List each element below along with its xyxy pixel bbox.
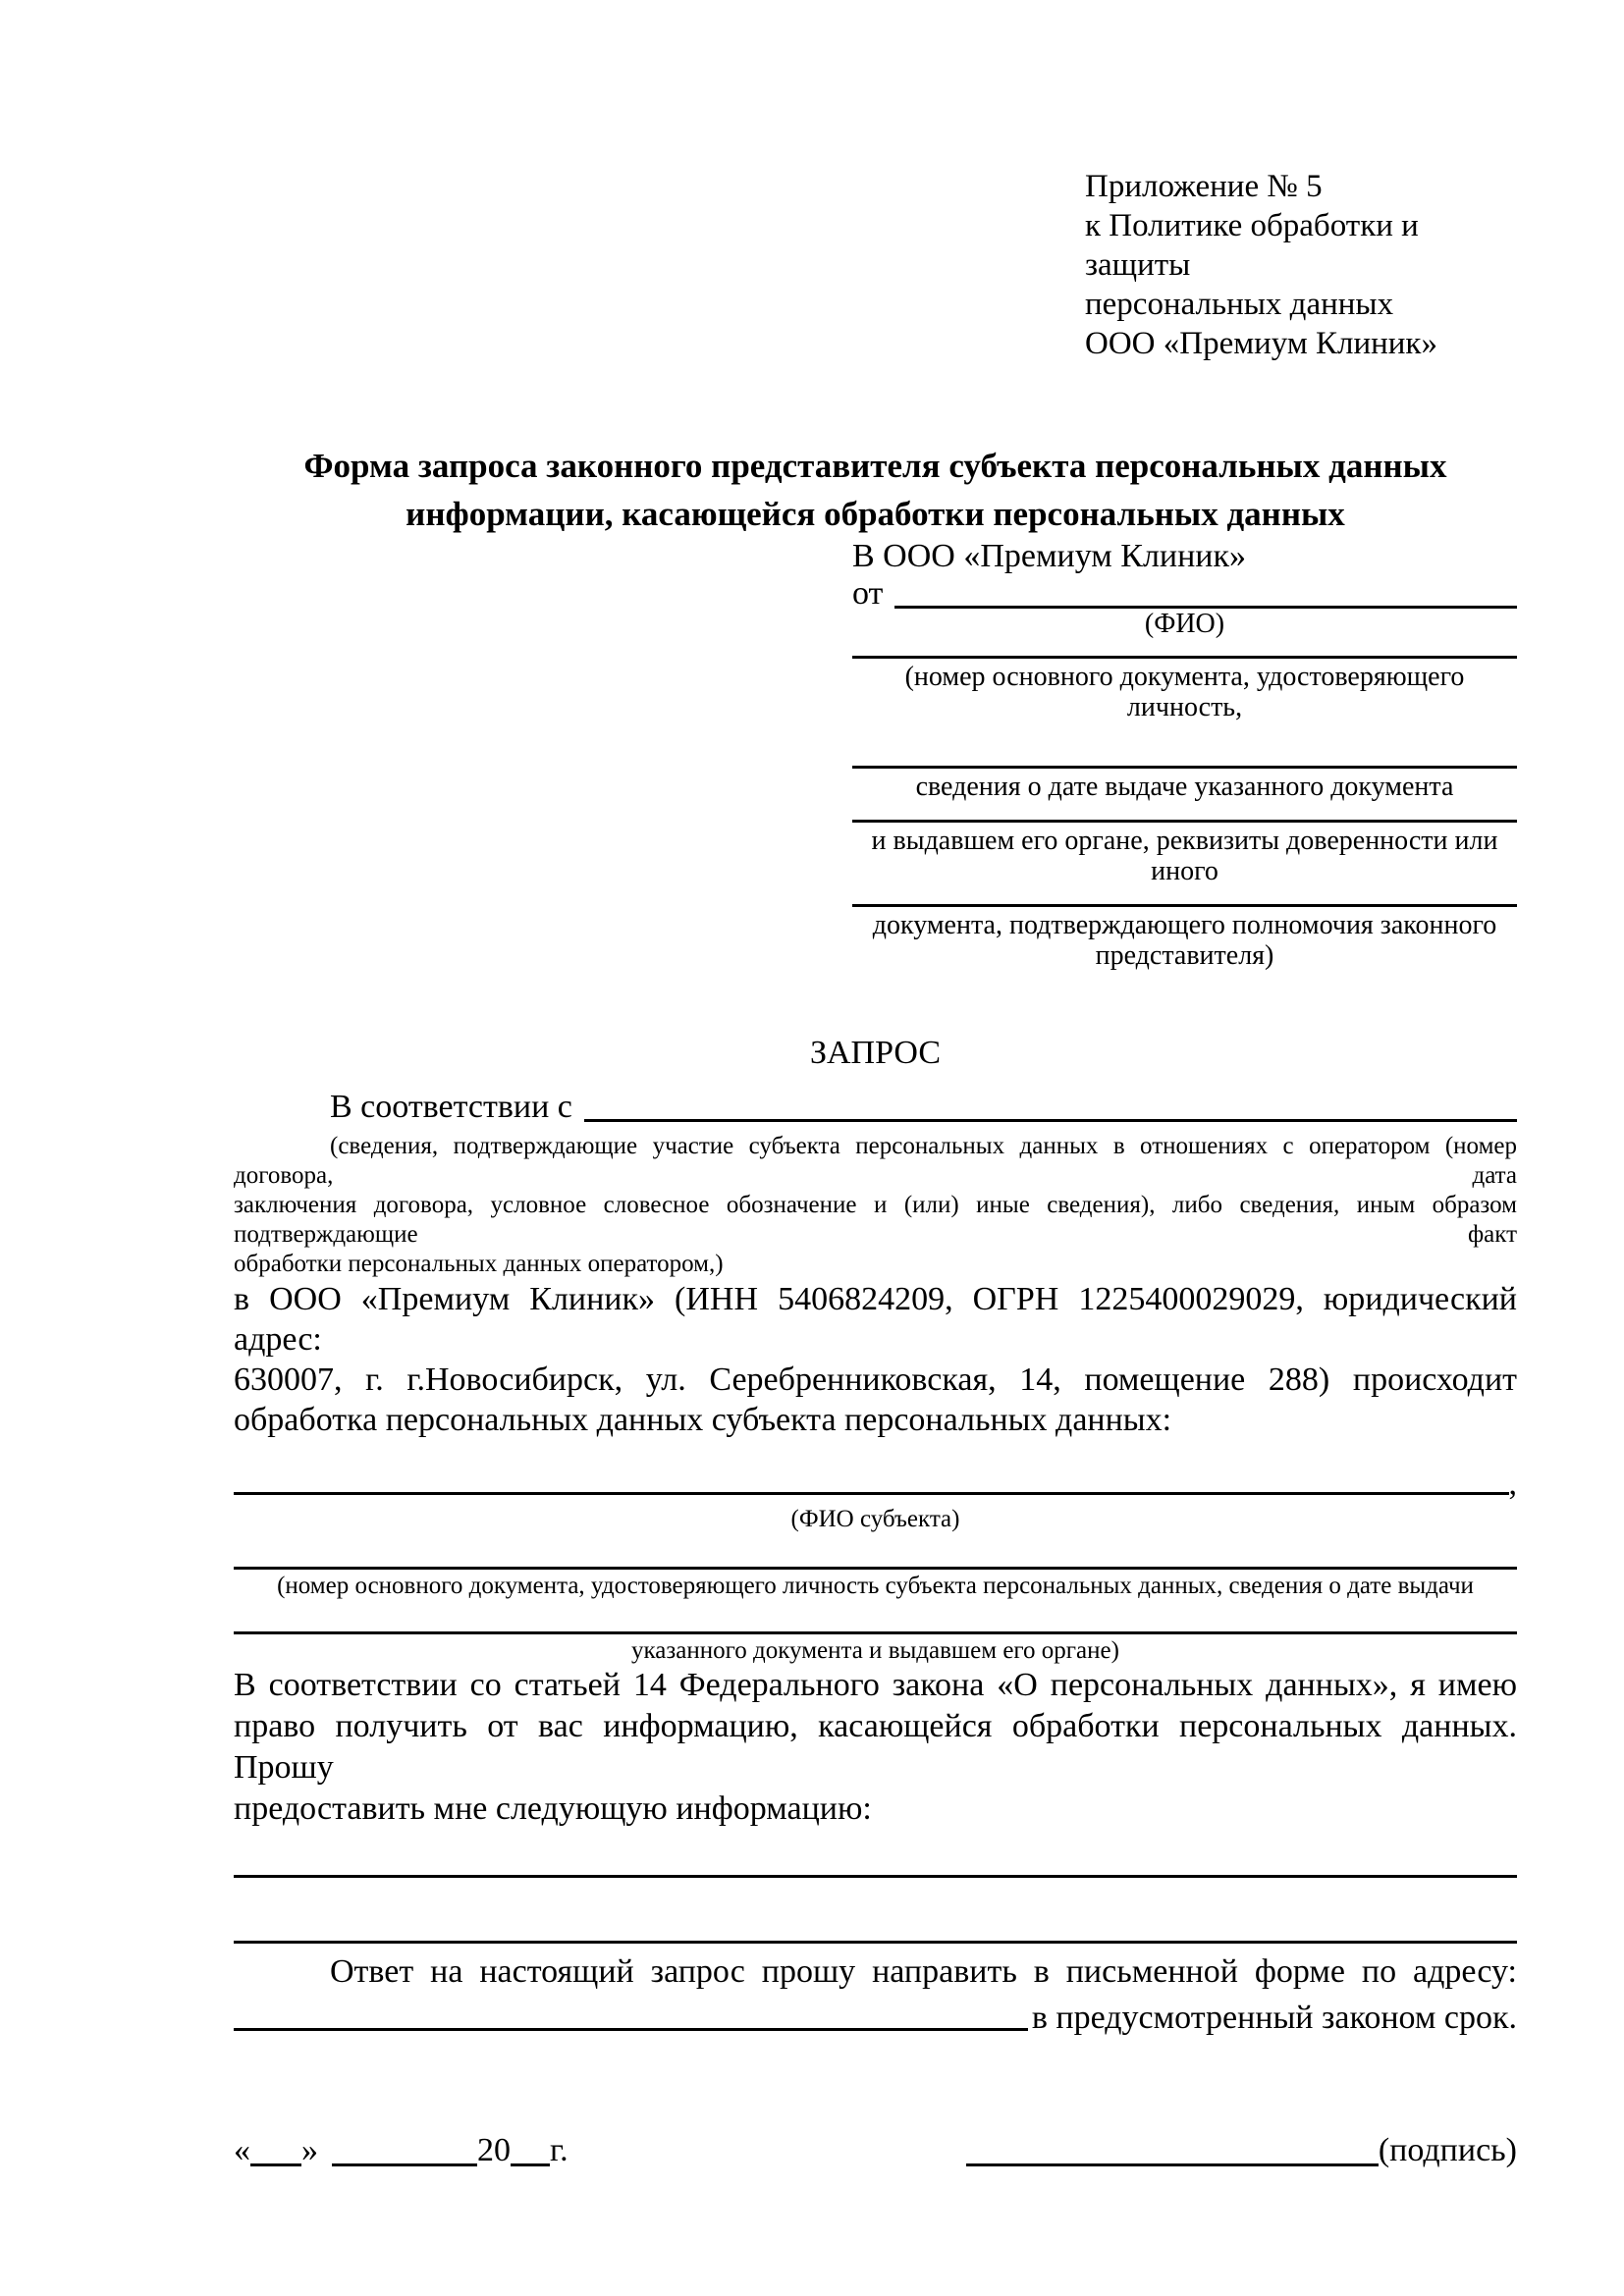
- signature-blank-line: [966, 2138, 1379, 2166]
- subject-doc-caption: (номер основного документа, удостоверяющего личность субъекта персональных данных, сведения о дате выдачи: [277, 1573, 1474, 1599]
- operator-line: 630007, г. г.Новосибирск, ул. Серебренниковская, 14, помещение 288) происходит: [234, 1362, 1517, 1398]
- appendix-line: ООО «Премиум Клиник»: [1085, 326, 1437, 361]
- operator-line: обработка персональных данных субъекта персональных данных:: [234, 1402, 1172, 1438]
- law-line: предоставить мне следующую информацию:: [234, 1790, 872, 1827]
- from-label: от: [852, 575, 884, 612]
- accordance-row: [234, 1085, 1517, 1126]
- note-text: [234, 1132, 1517, 1279]
- month-blank-line: [332, 2138, 477, 2166]
- doc-blank-line: [852, 656, 1517, 659]
- document-field-group: [852, 656, 1517, 722]
- fio-caption: (ФИО): [1144, 609, 1225, 639]
- year-prefix: 20: [477, 2132, 511, 2168]
- subject-doc-caption: указанного документа и выдавшем его органе): [631, 1637, 1119, 1664]
- signature-caption: (подпись): [1378, 2132, 1517, 2168]
- date-line: [234, 2131, 568, 2170]
- doc-blank-line: [852, 820, 1517, 823]
- day-blank-line: [250, 2138, 301, 2166]
- accordance-label: В соответствии с: [330, 1089, 572, 1125]
- year-suffix: г.: [550, 2132, 568, 2168]
- field-caption: документа, подтверждающего полномочия законного представителя): [872, 910, 1497, 971]
- note-line: заключения договора, условное словесное обозначение и (или) иные сведения), либо сведения, иным образом подтверждающие факт: [234, 1192, 1517, 1248]
- subject-comma: ,: [1508, 1466, 1517, 1502]
- request-heading: ЗАПРОС: [809, 1035, 942, 1071]
- subject-fio-caption: (ФИО субъекта): [790, 1506, 960, 1532]
- doc-blank-line: [852, 766, 1517, 769]
- field-caption: сведения о дате выдаче указанного документа: [915, 772, 1454, 802]
- law-paragraph: [234, 1665, 1517, 1830]
- appendix-line: персональных данных: [1085, 287, 1394, 322]
- answer-blank-line: [234, 1875, 1517, 1878]
- form-title-line: информации, касающейся обработки персональных данных: [406, 495, 1345, 533]
- quote-close: »: [301, 2132, 318, 2168]
- form-title-line: Форма запроса законного представителя субъекта персональных данных: [303, 447, 1447, 485]
- appendix-line: Приложение № 5: [1085, 169, 1323, 204]
- year-blank-line: [511, 2138, 550, 2166]
- appendix-block: [1085, 167, 1517, 363]
- document-field-group: [852, 766, 1517, 802]
- signature-row: [234, 2131, 1517, 2170]
- note-line: (сведения, подтверждающие участие субъекта персональных данных в отношениях с оператором (номер договора, дата: [234, 1133, 1517, 1189]
- law-line: право получить от вас информацию, касающейся обработки персональных данных. Прошу: [234, 1708, 1517, 1786]
- field-caption: и выдавшем его органе, реквизиты доверенности или иного: [871, 826, 1498, 886]
- appendix-line: к Политике обработки и защиты: [1085, 208, 1419, 283]
- law-line: В соответствии со статьей 14 Федерального закона «О персональных данных», я имею: [234, 1667, 1517, 1703]
- doc-blank-line: [852, 904, 1517, 907]
- accordance-blank-line: [584, 1119, 1517, 1122]
- field-caption: (номер основного документа, удостоверяющего личность,: [904, 662, 1465, 722]
- operator-paragraph: [234, 1279, 1517, 1440]
- addressee-to: В ООО «Премиум Клиник»: [852, 538, 1247, 574]
- document-field-group: [852, 904, 1517, 971]
- answer-address-row: [234, 1992, 1517, 2037]
- answer-blank-line: [234, 1941, 1517, 1944]
- signature-area: [966, 2131, 1517, 2170]
- operator-line: в ООО «Премиум Клиник» (ИНН 5406824209, ОГРН 1225400029029, юридический адрес:: [234, 1281, 1517, 1358]
- form-title: [234, 442, 1517, 538]
- subject-doc-blank-line: [234, 1631, 1517, 1634]
- note-line: обработки персональных данных оператором,): [234, 1251, 724, 1277]
- address-blank-line: [234, 2028, 1028, 2031]
- addressee-block: [852, 538, 1517, 971]
- subject-blank-line: [234, 1492, 1509, 1495]
- answer-tail: в предусмотренный законом срок.: [1031, 2000, 1517, 2036]
- subject-row: [234, 1460, 1517, 1503]
- subject-doc-blank-line: [234, 1567, 1517, 1570]
- answer-lead: Ответ на настоящий запрос прошу направить в письменной форме по адресу:: [330, 1953, 1517, 1990]
- from-row: [852, 575, 1517, 612]
- document-field-group: [852, 820, 1517, 886]
- quote-open: «: [234, 2132, 250, 2168]
